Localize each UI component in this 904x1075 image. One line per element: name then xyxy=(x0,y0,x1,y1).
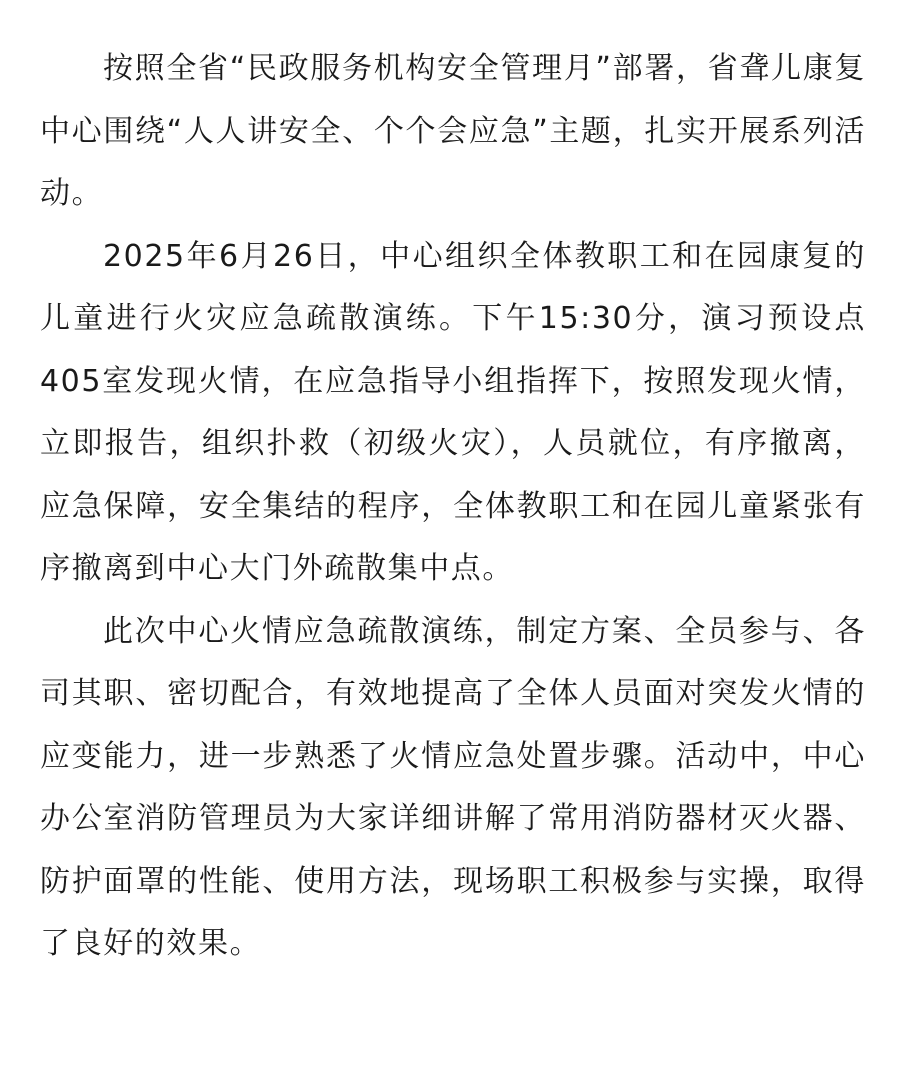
article-body xyxy=(40,38,866,976)
paragraph-summary: 此次中心火情应急疏散演练，制定方案、全员参与、各司其职、密切配合，有效地提高了全体人员面对突发火情的应变能力，进一步熟悉了火情应急处置步骤。活动中，中心办公室消防管理员为大家详细讲解了常用消防器材灭火器、防护面罩的性能、使用方法，现场职工积极参与实操，取得了良好的效果。 xyxy=(40,613,866,961)
paragraph-intro: 按照全省“民政服务机构安全管理月”部署，省聋儿康复中心围绕“人人讲安全、个个会应急”主题，扎实开展系列活动。 xyxy=(40,51,866,211)
paragraph-drill-details: 2025年6月26日，中心组织全体教职工和在园康复的儿童进行火灾应急疏散演练。下午15:30分，演习预设点405室发现火情，在应急指导小组指挥下，按照发现火情，立即报告，组织扑救（初级火灾），人员就位，有序撤离，应急保障，安全集结的程序，全体教职工和在园儿童紧张有序撤离到中心大门外疏散集中点。 xyxy=(40,238,866,586)
